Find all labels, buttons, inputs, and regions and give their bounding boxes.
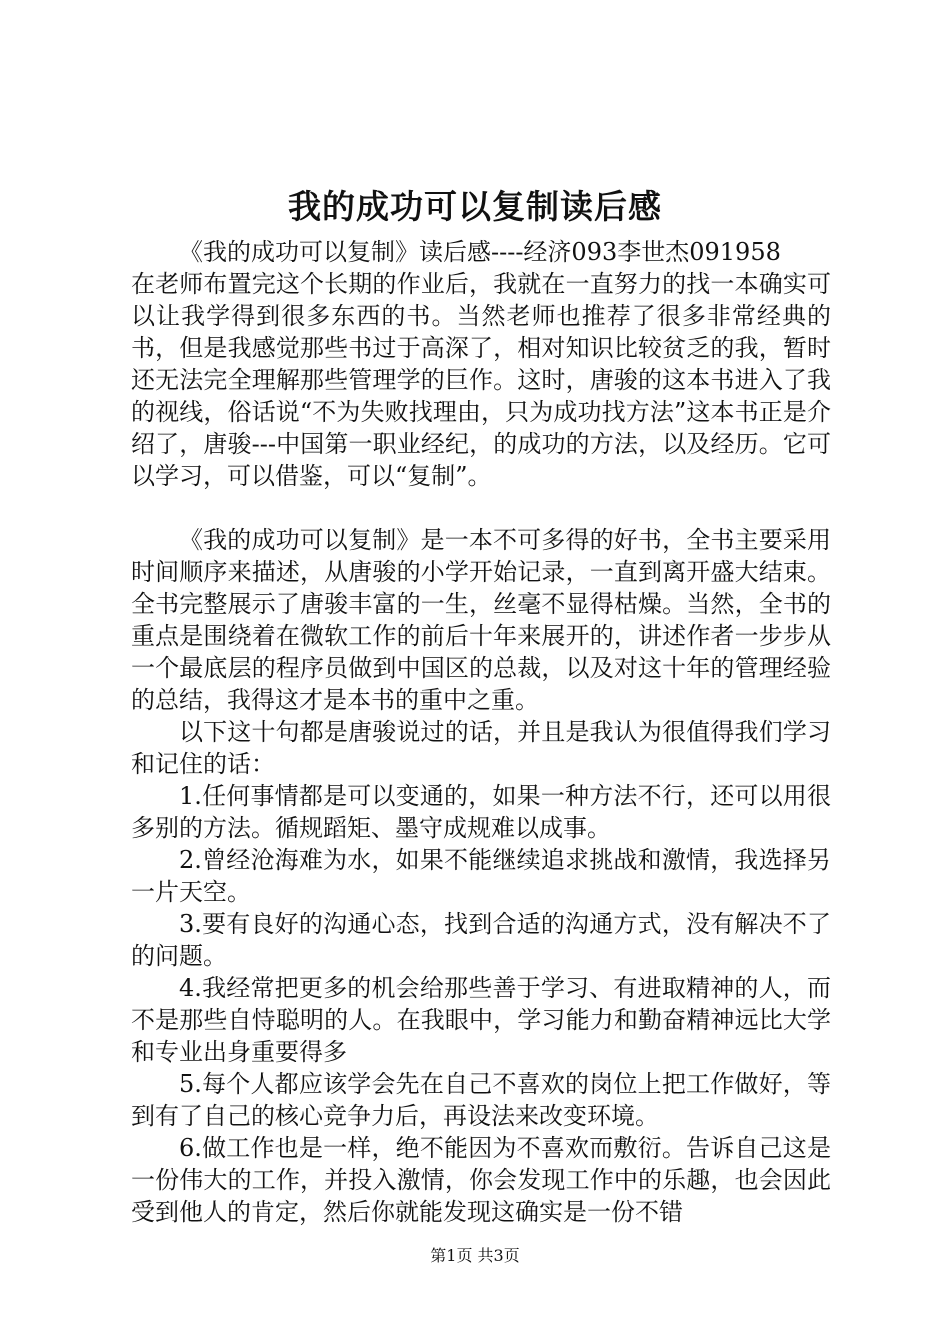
paragraph-heading-line: 《我的成功可以复制》读后感----经济093李世杰091958 xyxy=(179,238,781,266)
quote-item-6: 6.做工作也是一样，绝不能因为不喜欢而敷衍。告诉自己这是一份伟大的工作，并投入激情，你会发现工作中的乐趣，也会因此受到他人的肯定，然后你就能发现这确实是一份不错 xyxy=(131,1134,831,1226)
quote-item-3: 3.要有良好的沟通心态，找到合适的沟通方式，没有解决不了的问题。 xyxy=(131,910,831,970)
document-title: 我的成功可以复制读后感 xyxy=(288,187,662,226)
paragraph-quotes-intro: 以下这十句都是唐骏说过的话，并且是我认为很值得我们学习和记住的话： xyxy=(131,718,831,778)
paragraph-summary: 《我的成功可以复制》是一本不可多得的好书，全书主要采用时间顺序来描述，从唐骏的小学开始记录，一直到离开盛大结束。全书完整展示了唐骏丰富的一生，丝毫不显得枯燥。当然，全书的重点是围绕着在微软工作的前后十年来展开的，讲述作者一步步从一个最底层的程序员做到中国区的总裁，以及对这十年的管理经验的总结，我得这才是本书的重中之重。 xyxy=(131,526,831,714)
paragraph-spacer xyxy=(131,492,831,524)
paragraph-intro: 在老师布置完这个长期的作业后，我就在一直努力的找一本确实可以让我学得到很多东西的书。当然老师也推荐了很多非常经典的书，但是我感觉那些书过于高深了，相对知识比较贫乏的我，暂时还无法完全理解那些管理学的巨作。这时，唐骏的这本书进入了我的视线，俗话说“不为失败找理由，只为成功找方法”这本书正是介绍了，唐骏---中国第一职业经纪，的成功的方法，以及经历。它可以学习，可以借鉴，可以“复制”。 xyxy=(131,270,831,490)
quote-item-4: 4.我经常把更多的机会给那些善于学习、有进取精神的人，而不是那些自恃聪明的人。在我眼中，学习能力和勤奋精神远比大学和专业出身重要得多 xyxy=(131,974,831,1066)
quote-item-1: 1.任何事情都是可以变通的，如果一种方法不行，还可以用很多别的方法。循规蹈矩、墨守成规难以成事。 xyxy=(131,782,831,842)
quote-item-5: 5.每个人都应该学会先在自己不喜欢的岗位上把工作做好，等到有了自己的核心竞争力后，再设法来改变环境。 xyxy=(131,1070,831,1130)
document-body xyxy=(131,236,831,1228)
page-number-footer: 第1页 共3页 xyxy=(430,1246,520,1265)
quote-item-2: 2.曾经沧海难为水，如果不能继续追求挑战和激情，我选择另一片天空。 xyxy=(131,846,831,906)
